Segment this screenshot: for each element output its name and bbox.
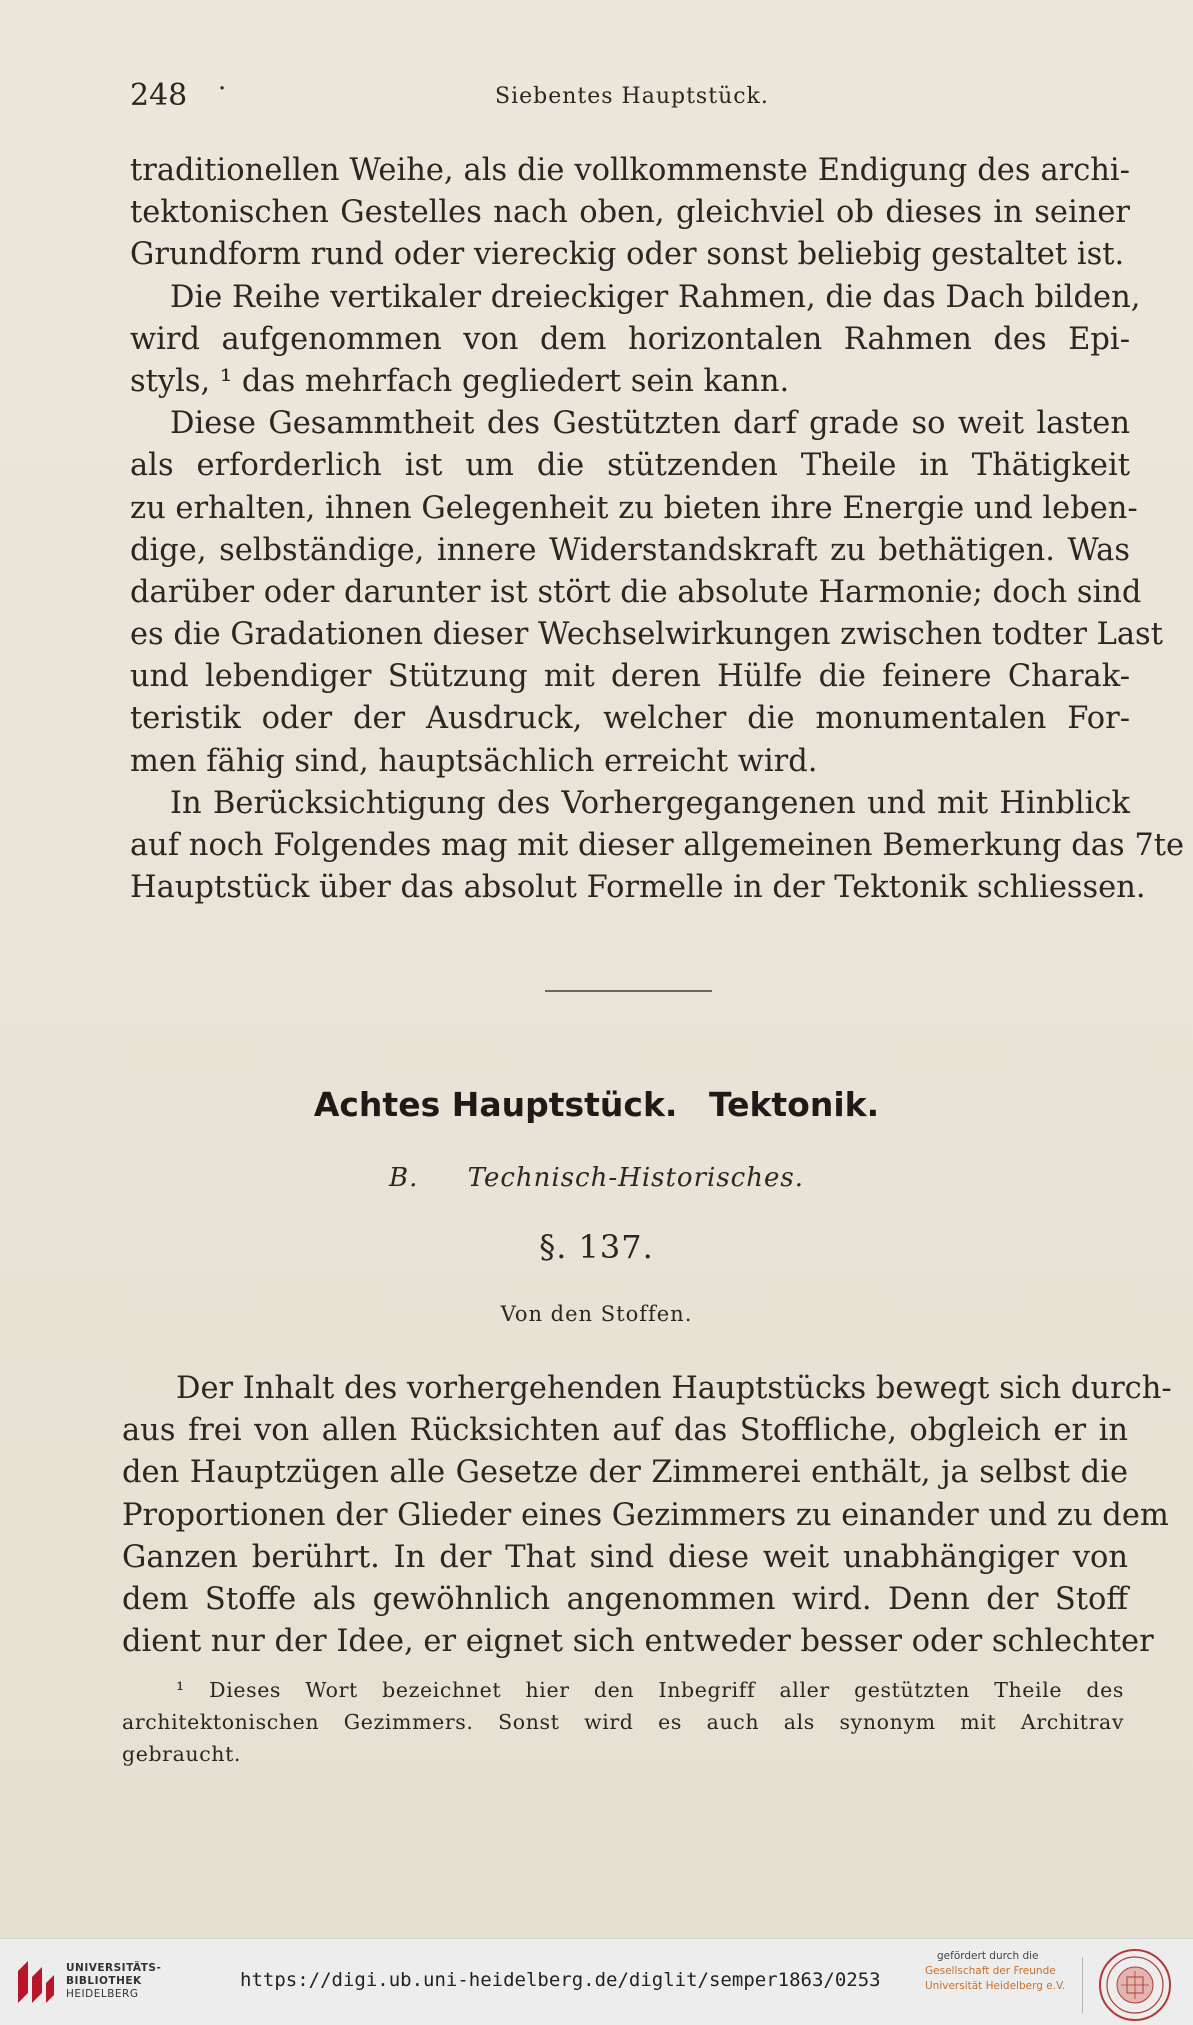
chapter-title: Achtes Hauptstück. (313, 1085, 678, 1124)
text-line: aus frei von allen Rücksichten auf das Stoffliche, obgleich er in (122, 1413, 1128, 1449)
text-line: wird aufgenommen von dem horizontalen Rahmen des Epi- (130, 321, 1130, 357)
text-line: Grundform rund oder viereckig oder sonst beliebig gestaltet ist. (130, 237, 1125, 273)
header-dot: · (218, 74, 227, 104)
section-letter: B. (389, 1163, 419, 1193)
section-divider (545, 990, 712, 992)
page-number: 248 (130, 78, 188, 113)
chapter-subject: Tektonik. (708, 1085, 880, 1124)
text-line: Diese Gesammtheit des Gestützten darf grade so weit lasten (170, 406, 1130, 442)
footnote-line: architektonischen Gezimmers. Sonst wird es auch als synonym mit Architrav (122, 1710, 1124, 1734)
section-subtitle (0, 1163, 1193, 1193)
text-line: Ganzen berührt. In der That sind diese weit unabhängiger von (122, 1539, 1128, 1575)
text-line: es die Gradationen dieser Wechselwirkungen zwischen todter Last (130, 617, 1163, 653)
paragraph-number: §. 137. (539, 1228, 654, 1266)
section-title: Technisch-Historisches. (467, 1163, 804, 1193)
sponsor-intro: gefördert durch die (937, 1950, 1039, 1962)
viewer-footer (0, 1938, 1193, 2025)
sponsor-credit[interactable] (925, 1949, 1065, 1994)
footnote-line: gebraucht. (122, 1742, 242, 1766)
sponsor-name: Universität Heidelberg e.V. (925, 1980, 1066, 1992)
footnote-line: ¹ Dieses Wort bezeichnet hier den Inbegriff aller gestützten Theile des (176, 1678, 1124, 1702)
library-name-line: HEIDELBERG (66, 1988, 139, 2000)
university-seal-icon (1097, 1947, 1173, 2023)
sponsor-name: Gesellschaft der Freunde (925, 1965, 1056, 1977)
text-line: In Berücksichtigung des Vorhergegangenen und mit Hinblick (170, 785, 1130, 821)
chapter-heading (0, 1085, 1193, 1124)
running-title: Siebentes Hauptstück. (495, 84, 769, 109)
text-line: Proportionen der Glieder eines Gezimmers zu einander und zu dem (122, 1497, 1169, 1533)
library-logo-icon[interactable] (14, 1957, 58, 2007)
text-line: auf noch Folgendes mag mit dieser allgemeinen Bemerkung das 7te (130, 828, 1185, 863)
text-line: tektonischen Gestelles nach oben, gleichviel ob dieses in seiner (130, 195, 1130, 231)
text-line: als erforderlich ist um die stützenden Theile in Thätigkeit (130, 448, 1130, 484)
paragraph-title: Von den Stoffen. (500, 1302, 693, 1326)
text-line: Hauptstück über das absolut Formelle in der Tektonik schliessen. (130, 870, 1146, 906)
text-line: dient nur der Idee, er eignet sich entweder besser oder schlechter (122, 1624, 1154, 1660)
text-line: teristik oder der Ausdruck, welcher die monumentalen For- (130, 701, 1130, 737)
text-line: zu erhalten, ihnen Gelegenheit zu bieten ihre Energie und leben- (130, 490, 1138, 526)
text-line: Der Inhalt des vorhergehenden Hauptstücks bewegt sich durch- (176, 1371, 1172, 1406)
text-line: traditionellen Weihe, als die vollkommenste Endigung des archi- (130, 153, 1130, 188)
text-line: men fähig sind, hauptsächlich erreicht wird. (130, 743, 818, 779)
body-text-upper (130, 150, 1185, 909)
library-name-line: BIBLIOTHEK (66, 1975, 142, 1987)
permalink-url[interactable]: https://digi.ub.uni-heidelberg.de/diglit/semper1863/0253 (240, 1969, 881, 1991)
library-name-line: UNIVERSITÄTS- (66, 1962, 162, 1974)
text-line: dem Stoffe als gewöhnlich angenommen wird. Denn der Stoff (122, 1581, 1128, 1617)
text-line: darüber oder darunter ist stört die absolute Harmonie; doch sind (130, 574, 1142, 610)
text-line: Die Reihe vertikaler dreieckiger Rahmen, die das Dach bilden, (170, 279, 1141, 315)
text-line: dige, selbständige, innere Widerstandskraft zu bethätigen. Was (130, 532, 1130, 568)
footnote (122, 1674, 1124, 1770)
footer-divider (1082, 1957, 1083, 2013)
page-header (130, 74, 1130, 118)
text-line: den Hauptzügen alle Gesetze der Zimmerei enthält, ja selbst die (122, 1455, 1128, 1491)
library-name (66, 1962, 161, 2001)
body-text-lower (122, 1368, 1172, 1663)
text-line: styls, ¹ das mehrfach gegliedert sein kann. (130, 363, 790, 399)
text-line: und lebendiger Stützung mit deren Hülfe die feinere Charak- (130, 659, 1130, 695)
